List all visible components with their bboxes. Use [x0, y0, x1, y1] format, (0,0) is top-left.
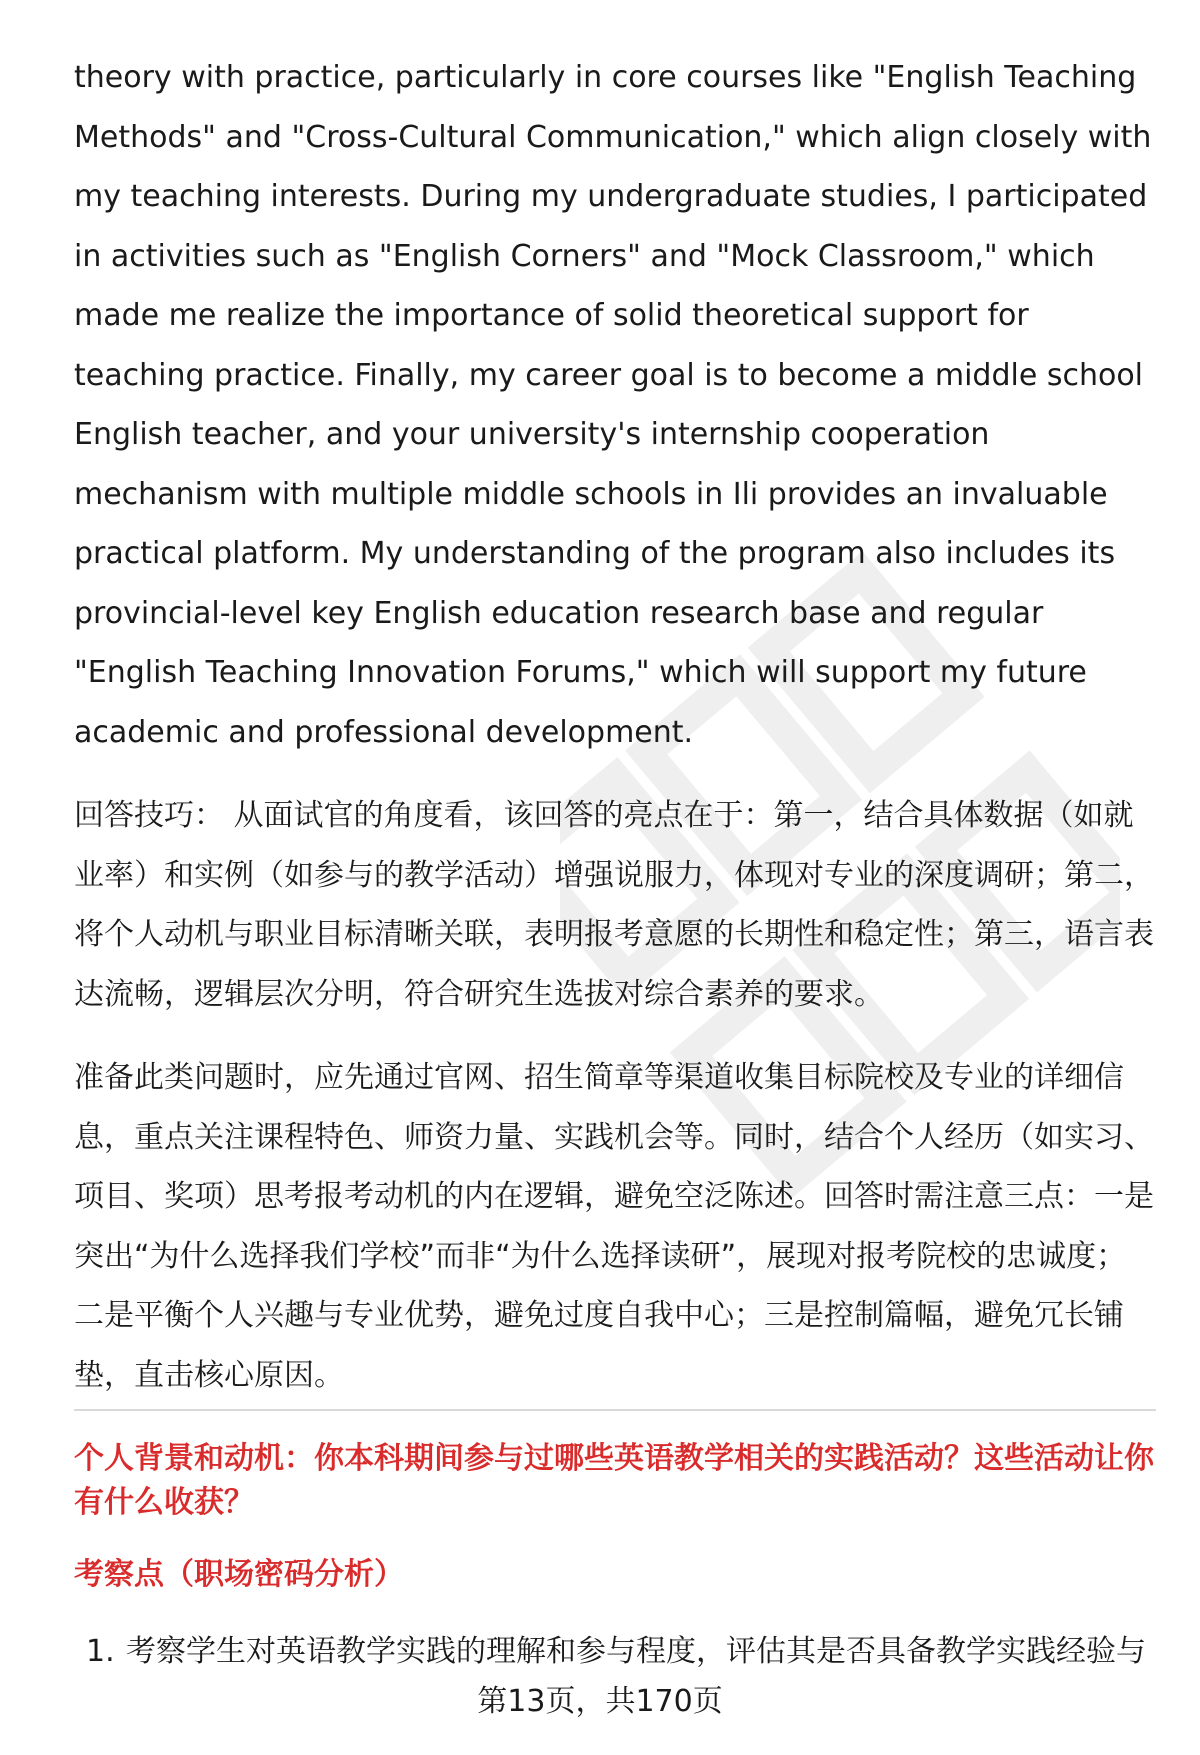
document-body [74, 48, 1156, 1405]
spacer [74, 762, 1156, 786]
preparation-advice-paragraph: 准备此类问题时，应先通过官网、招生简章等渠道收集目标院校及专业的详细信息，重点关注课程特色、师资力量、实践机会等。同时，结合个人经历（如实习、项目、奖项）思考报考动机的内在逻辑，避免空泛陈述。回答时需注意三点：一是突出“为什么选择我们学校”而非“为什么选择读研”，展现对报考院校的忠诚度；二是平衡个人兴趣与专业优势，避免过度自我中心；三是控制篇幅，避免冗长铺垫，直击核心原因。 [74, 1060, 1154, 1393]
list-item-number: 1. [86, 1634, 115, 1669]
list-item [86, 1630, 1156, 1674]
list-item-text: 考察学生对英语教学实践的理解和参与程度，评估其是否具备教学实践经验与 [126, 1634, 1146, 1669]
section-divider [74, 1409, 1156, 1411]
page-indicator: 第13页，共170页 [477, 1684, 723, 1719]
answer-tips-paragraph: 回答技巧： 从面试官的角度看，该回答的亮点在于：第一，结合具体数据（如就业率）和实例（如参与的教学活动）增强说服力，体现对专业的深度调研；第二，将个人动机与职业目标清晰关联，表明报考意愿的长期性和稳定性；第三，语言表达流畅，逻辑层次分明，符合研究生选拔对综合素养的要求。 [74, 798, 1154, 1012]
question-heading: 个人背景和动机：你本科期间参与过哪些英语教学相关的实践活动？这些活动让你有什么收获？ [74, 1441, 1154, 1520]
spacer [74, 1024, 1156, 1048]
evaluation-points-heading: 考察点（职场密码分析） [74, 1557, 404, 1592]
english-paragraph: theory with practice, particularly in core courses like "English Teaching Methods" and "Cross-Cultural Communication," which align closely with my teaching interests. During my undergraduate studies, I participated in activities such as "English Corners" and "Mock Classroom," which made me realize the importance of solid theoretical support for teaching practice. Finally, my career goal is to become a middle school English teacher, and your university's internship cooperation mechanism with multiple middle schools in Ili provides an invaluable practical platform. My understanding of the program also includes its provincial-level key English education research base and regular "English Teaching Innovation Forums," which will support my future academic and professional development. [74, 60, 1152, 750]
